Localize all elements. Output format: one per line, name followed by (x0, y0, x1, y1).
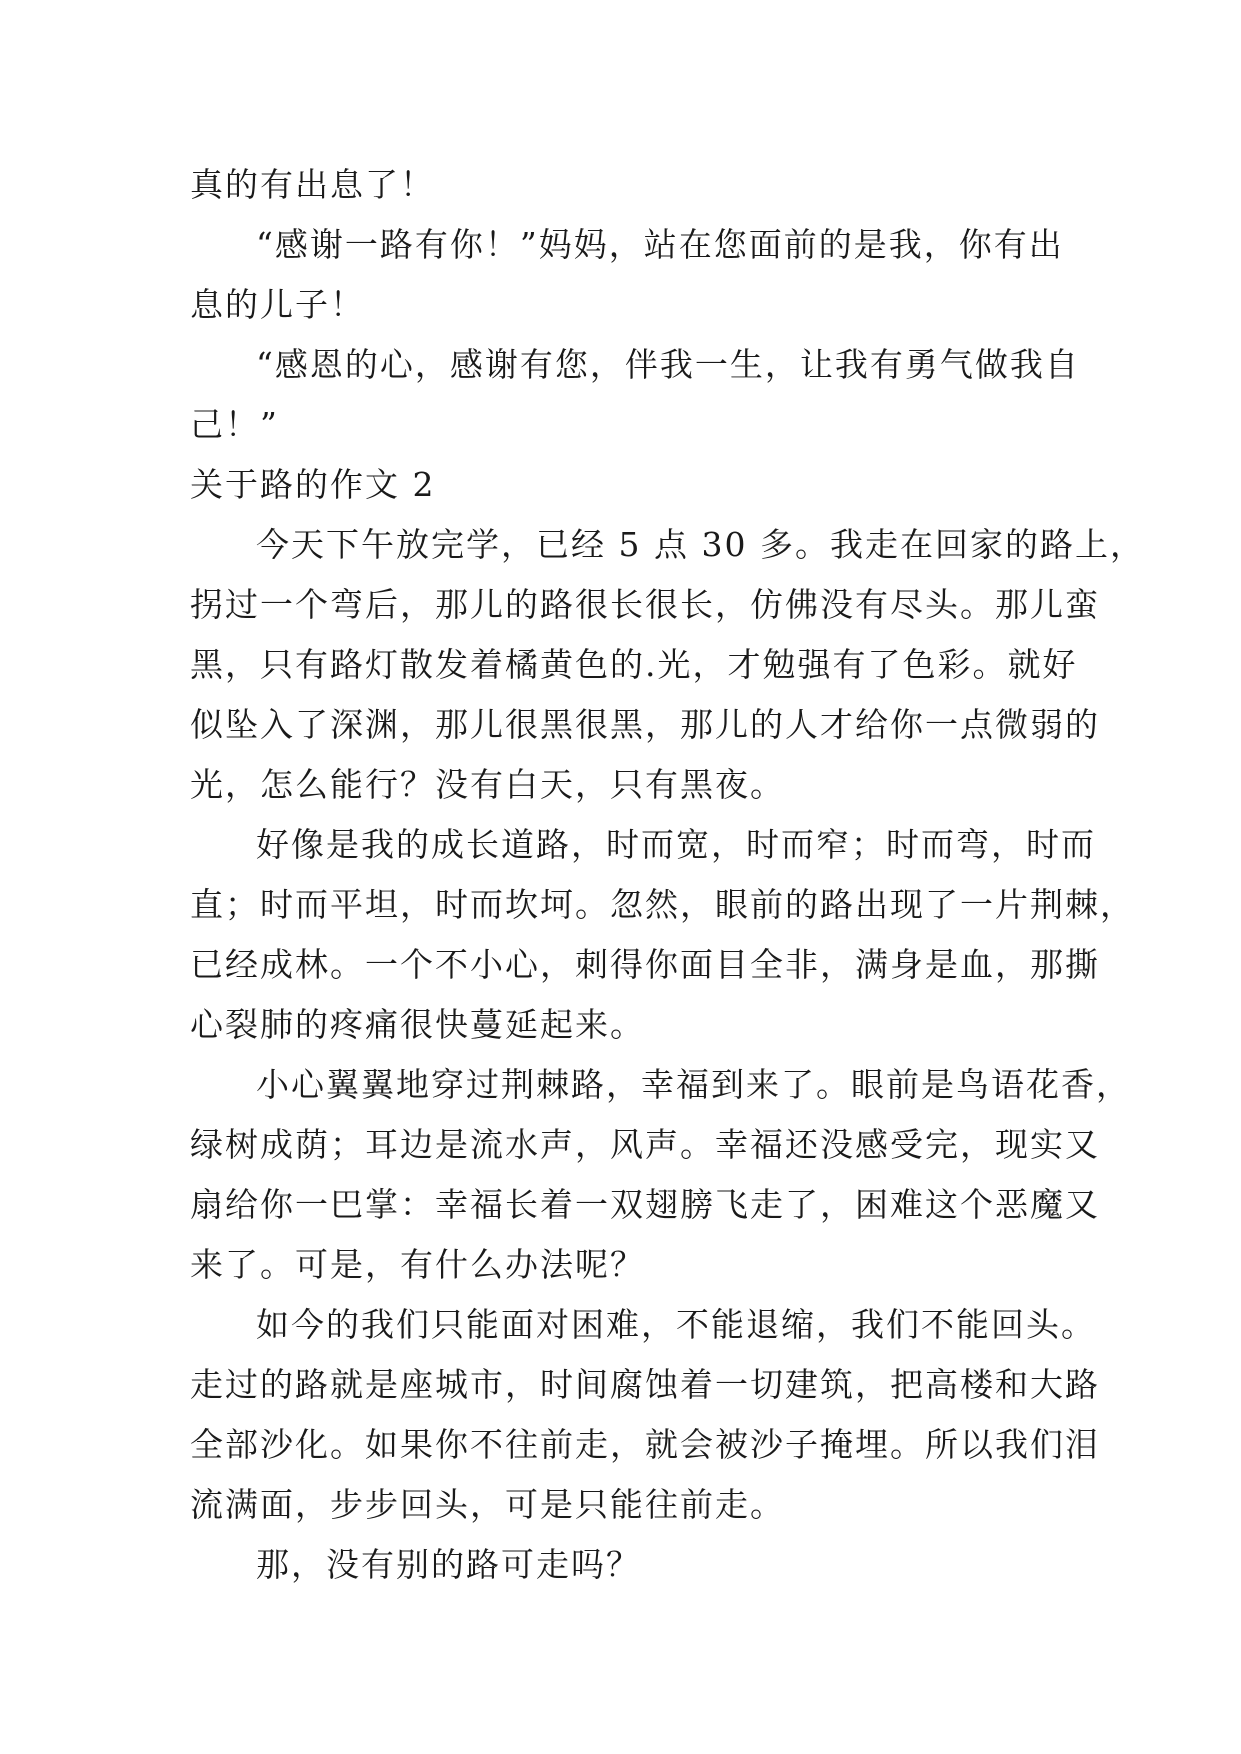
text-line: 小心翼翼地穿过荆棘路，幸福到来了。眼前是鸟语花香， (256, 1065, 1131, 1104)
text-line: 似坠入了深渊，那儿很黑很黑，那儿的人才给你一点微弱的 (190, 705, 1100, 744)
text-line: “感恩的心，感谢有您，伴我一生，让我有勇气做我自 (256, 345, 1080, 384)
text-line: 那，没有别的路可走吗？ (256, 1545, 641, 1584)
text-line: 全部沙化。如果你不往前走，就会被沙子掩埋。所以我们泪 (190, 1425, 1100, 1464)
text-line: 黑，只有路灯散发着橘黄色的.光，才勉强有了色彩。就好 (190, 645, 1078, 684)
text-line: 扇给你一巴掌：幸福长着一双翅膀飞走了，困难这个恶魔又 (190, 1185, 1100, 1224)
text-line: 拐过一个弯后，那儿的路很长很长，仿佛没有尽头。那儿蛮 (190, 585, 1100, 624)
text-line: 光，怎么能行？没有白天，只有黑夜。 (190, 765, 785, 804)
text-line: 直；时而平坦，时而坎坷。忽然，眼前的路出现了一片荆棘， (190, 885, 1135, 924)
text-line: 已经成林。一个不小心，刺得你面目全非，满身是血，那撕 (190, 945, 1100, 984)
section-title: 关于路的作文 2 (190, 465, 436, 504)
text-line: 己！” (190, 405, 279, 444)
text-line: 如今的我们只能面对困难，不能退缩，我们不能回头。 (256, 1305, 1096, 1344)
document-body (190, 155, 1145, 1595)
text-line: 真的有出息了！ (190, 165, 435, 204)
text-line: 好像是我的成长道路，时而宽，时而窄；时而弯，时而 (256, 825, 1096, 864)
text-line: 走过的路就是座城市，时间腐蚀着一切建筑，把高楼和大路 (190, 1365, 1100, 1404)
text-line: 息的儿子！ (190, 285, 365, 324)
text-line: 绿树成荫；耳边是流水声，风声。幸福还没感受完，现实又 (190, 1125, 1100, 1164)
text-line: 今天下午放完学，已经 5 点 30 多。我走在回家的路上， (256, 525, 1145, 564)
text-line: 流满面，步步回头，可是只能往前走。 (190, 1485, 785, 1524)
text-line: 来了。可是，有什么办法呢？ (190, 1245, 645, 1284)
text-line: 心裂肺的疼痛很快蔓延起来。 (190, 1005, 645, 1044)
text-line: “感谢一路有你！”妈妈，站在您面前的是我，你有出 (256, 225, 1064, 264)
